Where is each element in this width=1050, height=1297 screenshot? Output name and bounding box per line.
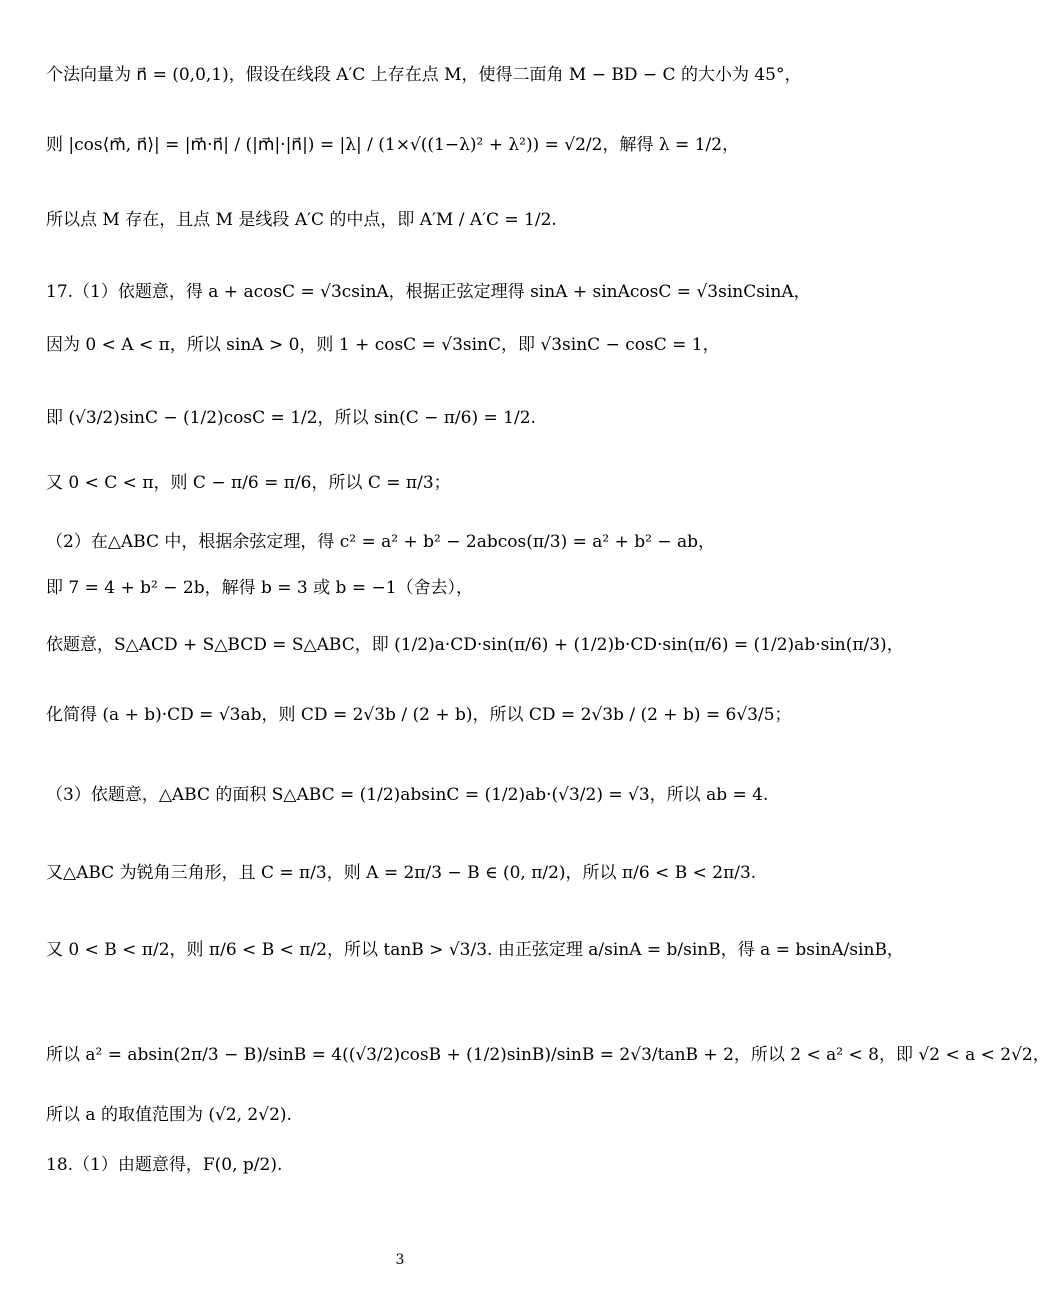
text-line: 依题意，S△ACD + S△BCD = S△ABC，即 (1/2)a·CD·sin(π/6) + (1/2)b·CD·sin(π/6) = (1/2)ab·sin(π/3)， <box>46 635 904 655</box>
text-line: 所以点 M 存在，且点 M 是线段 A′C 的中点，即 A′M / A′C = 1/2. <box>46 210 557 230</box>
text-line: 18.（1）由题意得，F(0, p/2). <box>46 1155 283 1175</box>
text-line: 又 0 < B < π/2，则 π/6 < B < π/2，所以 tanB > √3/3. 由正弦定理 a/sinA = b/sinB，得 a = bsinA/sinB， <box>46 940 904 960</box>
text-line: 即 7 = 4 + b² − 2b，解得 b = 3 或 b = −1（舍去）， <box>46 578 474 598</box>
text-line: 则 |cos⟨m⃗, n⃗⟩| = |m⃗·n⃗| / (|m⃗|·|n⃗|) = |λ| / (1×√((1−λ)² + λ²)) = √2/2，解得 λ = 1/2， <box>46 135 740 155</box>
text-line: 所以 a² = absin(2π/3 − B)/sinB = 4((√3/2)cosB + (1/2)sinB)/sinB = 2√3/tanB + 2，所以 2 < a² < 8，即 √2 < a < 2√2， <box>46 1045 1050 1065</box>
page-number: 3 <box>395 1252 405 1268</box>
text-line: 化简得 (a + b)·CD = √3ab，则 CD = 2√3b / (2 + b)，所以 CD = 2√3b / (2 + b) = 6√3/5； <box>46 705 792 725</box>
text-line: （3）依题意，△ABC 的面积 S△ABC = (1/2)absinC = (1/2)ab·(√3/2) = √3，所以 ab = 4. <box>46 785 769 805</box>
text-line: 17.（1）依题意，得 a + acosC = √3csinA，根据正弦定理得 sinA + sinAcosC = √3sinCsinA， <box>46 282 811 302</box>
text-line: 又 0 < C < π，则 C − π/6 = π/6，所以 C = π/3； <box>46 473 451 493</box>
text-line: （2）在△ABC 中，根据余弦定理，得 c² = a² + b² − 2abcos(π/3) = a² + b² − ab， <box>46 532 716 552</box>
text-line: 因为 0 < A < π，所以 sinA > 0，则 1 + cosC = √3sinC，即 √3sinC − cosC = 1， <box>46 335 720 355</box>
text-line: 个法向量为 n⃗ = (0,0,1)，假设在线段 A′C 上存在点 M，使得二面角 M − BD − C 的大小为 45°， <box>46 65 802 85</box>
text-line: 所以 a 的取值范围为 (√2, 2√2). <box>46 1105 292 1125</box>
text-line: 即 (√3/2)sinC − (1/2)cosC = 1/2，所以 sin(C − π/6) = 1/2. <box>46 408 536 428</box>
text-line: 又△ABC 为锐角三角形，且 C = π/3，则 A = 2π/3 − B ∈ (0, π/2)，所以 π/6 < B < 2π/3. <box>46 863 757 883</box>
